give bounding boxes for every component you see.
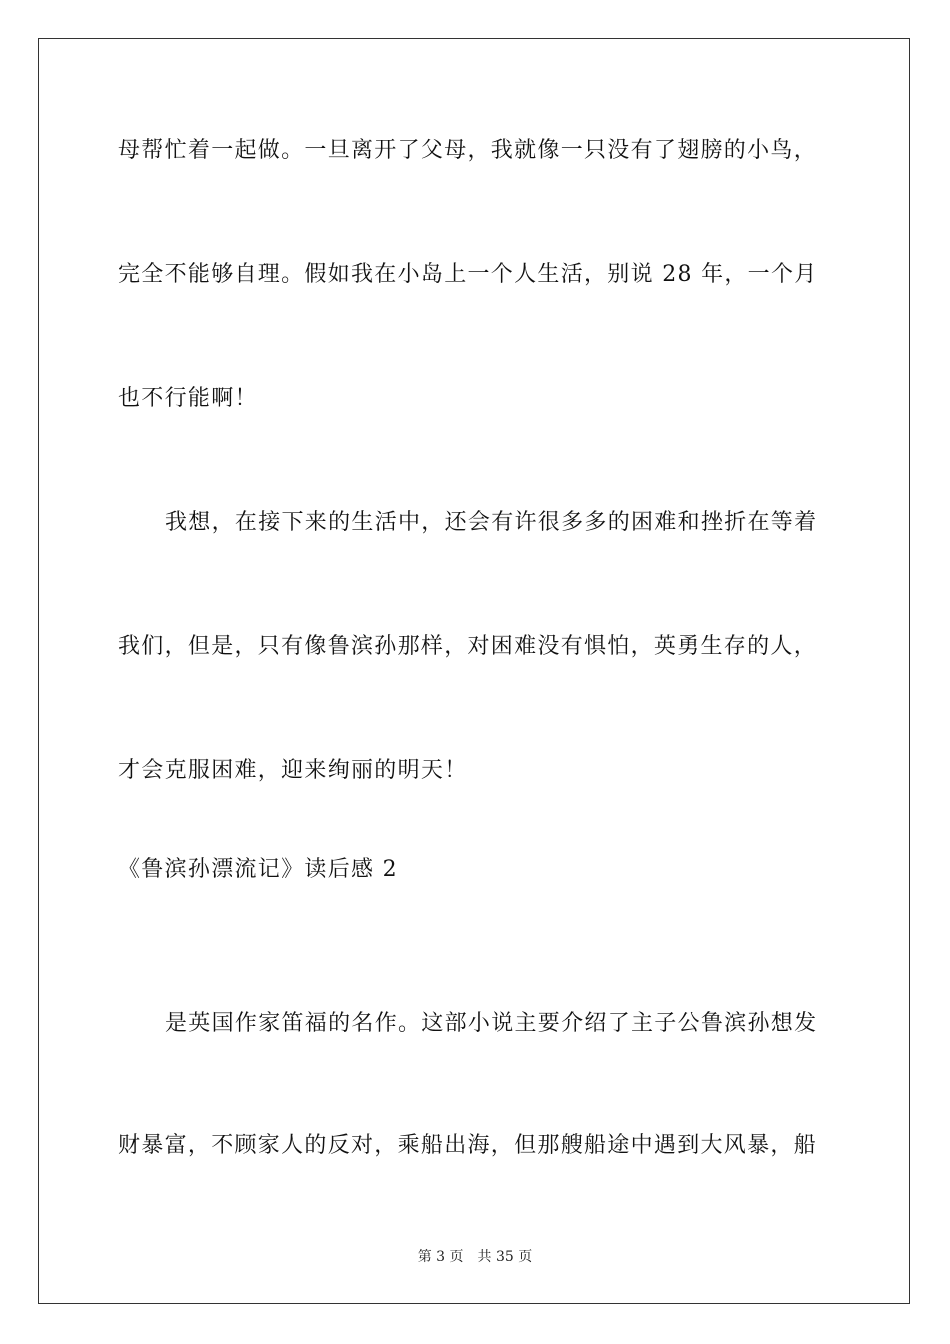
body-text-line: 也不行能啊！ bbox=[118, 386, 258, 411]
body-text-line: 母帮忙着一起做。一旦离开了父母，我就像一只没有了翅膀的小鸟， bbox=[118, 138, 818, 163]
body-text-line: 完全不能够自理。假如我在小岛上一个人生活，别说 28 年，一个月 bbox=[118, 262, 818, 287]
page-footer bbox=[0, 1248, 950, 1266]
page-frame bbox=[38, 38, 910, 1304]
body-text-line: 才会克服困难，迎来绚丽的明天！ bbox=[118, 758, 468, 783]
page-number: 第 3 页 bbox=[417, 1249, 464, 1265]
body-text-line: 我想，在接下来的生活中，还会有许很多多的困难和挫折在等着 bbox=[165, 510, 818, 535]
section-heading: 《鲁滨孙漂流记》读后感 2 bbox=[118, 857, 398, 882]
page-total: 共 35 页 bbox=[477, 1249, 533, 1265]
body-text-line: 财暴富，不顾家人的反对，乘船出海，但那艘船途中遇到大风暴，船 bbox=[118, 1133, 818, 1158]
body-text-line: 我们，但是，只有像鲁滨孙那样，对困难没有惧怕，英勇生存的人， bbox=[118, 634, 818, 659]
body-text-line: 是英国作家笛福的名作。这部小说主要介绍了主子公鲁滨孙想发 bbox=[165, 1011, 818, 1036]
